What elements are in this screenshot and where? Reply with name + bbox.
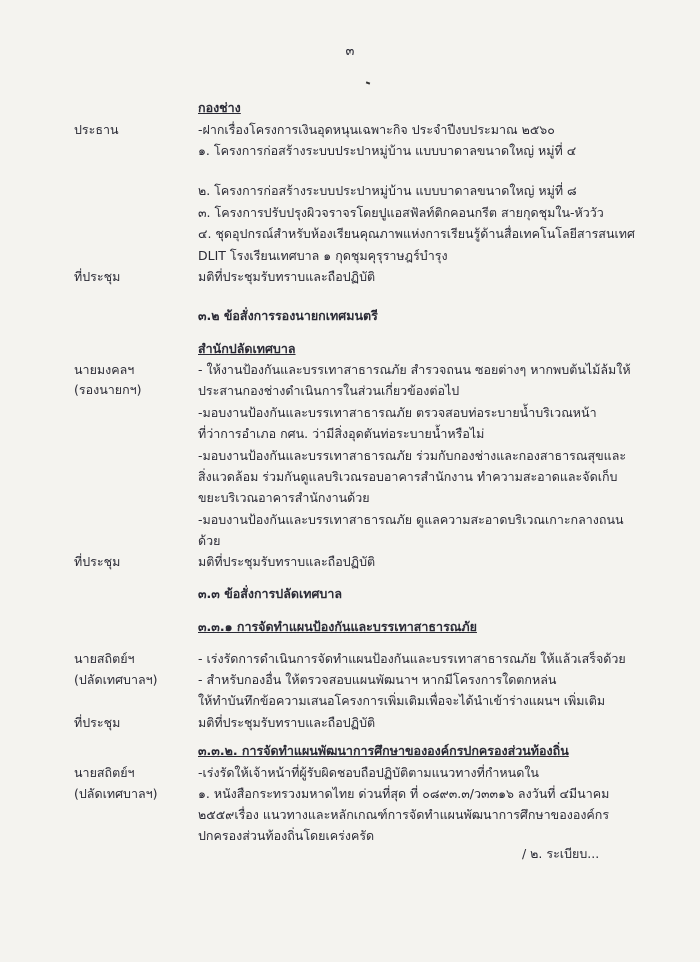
resolution-label: ที่ประชุม xyxy=(74,715,121,730)
body-line: ด้วย xyxy=(198,533,221,548)
body-line: - สำหรับกองอื่น ให้ตรวจสอบแผนพัฒนาฯ หากมีโครงการใดตกหล่น xyxy=(198,672,557,687)
body-line: ๔. ชุดอุปกรณ์สำหรับห้องเรียนคุณภาพแห่งการเรียนรู้ด้านสื่อเทคโนโลยีสารสนเทศ xyxy=(198,226,635,241)
body-line: - เร่งรัดการดำเนินการจัดทำแผนป้องกันและบรรเทาสาธารณภัย ให้แล้วเสร็จด้วย xyxy=(198,651,626,666)
speaker-label: นายสถิตย์ฯ xyxy=(74,765,135,780)
body-line: -มอบงานป้องกันและบรรเทาสาธารณภัย ดูแลความสะอาดบริเวณเกาะกลางถนน xyxy=(198,512,624,527)
body-line: ๑. โครงการก่อสร้างระบบประปาหมู่บ้าน แบบบาดาลขนาดใหญ่ หมู่ที่ ๔ xyxy=(198,143,577,158)
body-line: -มอบงานป้องกันและบรรเทาสาธารณภัย ตรวจสอบท่อระบายน้ำบริเวณหน้า xyxy=(198,405,597,420)
body-line: สิ่งแวดล้อม ร่วมกันดูแลบริเวณรอบอาคารสำนักงาน ทำความสะอาดและจัดเก็บ xyxy=(198,469,618,484)
speaker-label: นายมงคลฯ xyxy=(74,362,135,377)
body-line: ๓. โครงการปรับปรุงผิวจราจรโดยปูแอสฟัลท์ติกคอนกรีต สายกุดชุมใน-หัววัว xyxy=(198,205,604,220)
resolution-text: มติที่ประชุมรับทราบและถือปฏิบัติ xyxy=(198,554,376,569)
continuation-note: / ๒. ระเบียบ... xyxy=(522,846,600,861)
body-line: -เร่งรัดให้เจ้าหน้าที่ผู้รับผิดชอบถือปฏิบัติตามแนวทางที่กำหนดใน xyxy=(198,765,539,780)
resolution-text: มติที่ประชุมรับทราบและถือปฏิบัติ xyxy=(198,715,376,730)
body-line: ๑. หนังสือกระทรวงมหาดไทย ด่วนที่สุด ที่ ๐๘๙๓.๓/ว๓๓๑๖ ลงวันที่ ๔มีนาคม xyxy=(198,786,610,801)
page-number: ๓ xyxy=(345,44,355,59)
body-line: ปกครองส่วนท้องถิ่นโดยเคร่งครัด xyxy=(198,828,375,843)
speaker-label: ประธาน xyxy=(74,122,119,137)
speaker-label: นายสถิตย์ฯ xyxy=(74,651,135,666)
body-line: ๒๕๕๙เรื่อง แนวทางและหลักเกณฑ์การจัดทำแผนพัฒนาการศึกษาขององค์กร xyxy=(198,807,610,822)
body-line: ๒. โครงการก่อสร้างระบบประปาหมู่บ้าน แบบบาดาลขนาดใหญ่ หมู่ที่ ๘ xyxy=(198,183,577,198)
body-line: ให้ทำบันทึกข้อความเสนอโครงการเพิ่มเติมเพื่อจะได้นำเข้าร่างแผนฯ เพิ่มเติม xyxy=(198,693,606,708)
body-line: DLIT โรงเรียนเทศบาล ๑ กุดชุมคุรุราษฎร์บำรุง xyxy=(198,248,448,263)
section-heading-3-3: ๓.๓ ข้อสั่งการปลัดเทศบาล xyxy=(198,586,343,601)
speaker-role: (ปลัดเทศบาลฯ) xyxy=(74,672,158,687)
body-line: ขยะบริเวณอาคารสำนักงานด้วย xyxy=(198,490,370,505)
section-heading-3-2: ๓.๒ ข้อสั่งการรองนายกเทศมนตรี xyxy=(198,308,378,323)
resolution-label: ที่ประชุม xyxy=(74,269,121,284)
section-heading-engineering: กองช่าง xyxy=(198,100,241,115)
resolution-text: มติที่ประชุมรับทราบและถือปฏิบัติ xyxy=(198,269,376,284)
body-line: -มอบงานป้องกันและบรรเทาสาธารณภัย ร่วมกับกองช่างและกองสาธารณสุขและ xyxy=(198,448,627,463)
body-line: ประสานกองช่างดำเนินการในส่วนเกี่ยวข้องต่อไป xyxy=(198,383,460,398)
body-line: ที่ว่าการอำเภอ กศน. ว่ามีสิ่งอุดตันท่อระบายน้ำหรือไม่ xyxy=(198,426,485,441)
speaker-role: (รองนายกฯ) xyxy=(74,382,142,397)
subheading-3-3-1: ๓.๓.๑ การจัดทำแผนป้องกันและบรรเทาสาธารณภัย xyxy=(198,619,477,634)
body-line: -ฝากเรื่องโครงการเงินอุดหนุนเฉพาะกิจ ประจำปีงบประมาณ ๒๕๖๐ xyxy=(198,122,555,137)
speaker-role: (ปลัดเทศบาลฯ) xyxy=(74,786,158,801)
subheading-office: สำนักปลัดเทศบาล xyxy=(198,341,296,356)
pen-mark xyxy=(366,81,370,84)
resolution-label: ที่ประชุม xyxy=(74,554,121,569)
body-line: - ให้งานป้องกันและบรรเทาสาธารณภัย สำรวจถนน ซอยต่างๆ หากพบต้นไม้ล้มให้ xyxy=(198,362,631,377)
subheading-3-3-2: ๓.๓.๒. การจัดทำแผนพัฒนาการศึกษาขององค์กรปกครองส่วนท้องถิ่น xyxy=(198,743,569,758)
